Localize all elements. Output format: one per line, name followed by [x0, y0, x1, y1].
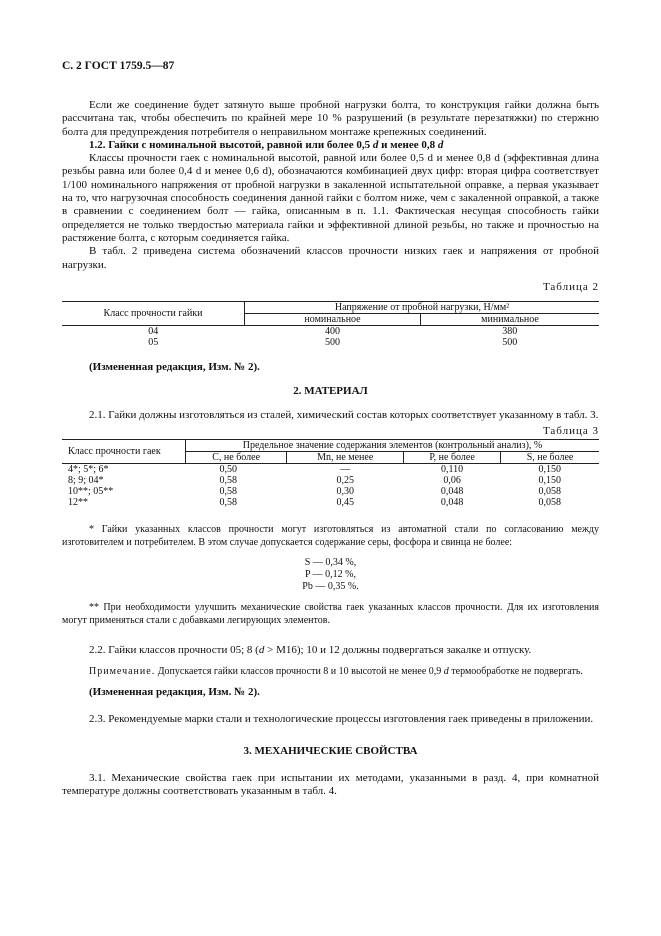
intro-paragraph: Если же соединение будет затянуто выше пробной нагрузки болта, то конструкция гайки должна быть рассчитана так, чтобы обеспечить по крайней мере 10 % разрушений (в результате перезатяжки) по стержню болта для предупреждения потребителя о неправильном монтаже крепежных соединений. [62, 99, 599, 138]
section-2-title: 2. МАТЕРИАЛ [293, 385, 368, 398]
paragraph-3-1: 3.1. Механические свойства гаек при испытании их методами, указанными в разд. 4, при комнатной температуре должны соответствовать указанным в табл. 4. [62, 772, 599, 798]
footnote-1: * Гайки указанных классов прочности могут изготовляться из автоматной стали по согласованию между изготовителем и потребителем. В этом случае допускается содержание серы, фосфора и свинца не более: [62, 524, 599, 548]
element-limits: S — 0,34 %, P — 0,12 %, Pb — 0,35 %. [302, 557, 359, 593]
table-2 [62, 301, 599, 348]
section-1-2-paragraph: Классы прочности гаек с номинальной высотой, равной или более 0,5 d и менее 0,8 d (эффективная длина резьбы равна или более 0,4 d и менее 0,6 d), обозначаются комбинацией двух цифр: вторая цифра соответствует 1/100 номинального напряжения от пробной нагрузки в закаленной испытательной оправке, а первая указывает на то, что нагрузочная способность соединения данной гайки с болтом ниже, чем с закаленной оправкой, а также в сравнении с соединением болт — гайка, описанным в п. 1.1. Фактическая несущая способность гайки определяется не только твердостью материала гайки и эффективной длиной резьбы, но также и прочностью на растяжение болта, с которым соединяется гайка. [62, 152, 599, 244]
table-3-header-c: С, не более [186, 452, 287, 464]
table-3 [62, 439, 599, 508]
paragraph-2-3: 2.3. Рекомендуемые марки стали и технологические процессы изготовления гаек приведены в приложении. [89, 713, 594, 726]
table-3-header-mn: Мn, не менее [287, 452, 404, 464]
footnote-2: ** При необходимости улучшить механические свойства гаек указанных классов прочности. Для их изготовления могут применяться стали с добавками легирующих элементов. [62, 602, 599, 626]
table-row: 05 500 500 [148, 337, 518, 349]
section-3-title: 3. МЕХАНИЧЕСКИЕ СВОЙСТВА [243, 744, 418, 757]
table-3-header-s: S, не более [501, 452, 599, 464]
document-page [62, 60, 599, 799]
revision-note-2: (Измененная редакция, Изм. № 2). [89, 686, 260, 699]
table-3-header-group: Предельное значение содержания элементов (контрольный анализ), % [186, 440, 600, 452]
table-2-header-group: Напряжение от пробной нагрузки, Н/мм² [245, 302, 599, 314]
table-row: 12** 0,58 0,45 0,048 0,058 [68, 497, 562, 509]
revision-note-1: (Измененная редакция, Изм. № 2). [89, 361, 260, 374]
table-row: 8; 9; 04* 0,58 0,25 0,06 0,150 [68, 475, 562, 487]
table-row: 4*; 5*; 6* 0,50 — 0,110 0,150 [68, 464, 562, 476]
table-3-header-class: Класс прочности гаек [62, 440, 186, 464]
table-2-header-nominal: номинальное [245, 314, 421, 326]
table-row: 10**; 05** 0,58 0,30 0,048 0,058 [68, 486, 562, 498]
table-2-intro: В табл. 2 приведена система обозначений классов прочности низких гаек и напряжения от пробной нагрузки. [62, 245, 599, 271]
table-2-caption: Таблица 2 [542, 280, 599, 293]
page-header: С. 2 ГОСТ 1759.5—87 [62, 60, 175, 72]
paragraph-2-1: 2.1. Гайки должны изготовляться из сталей, химический состав которых соответствует указанному в табл. 3. [89, 408, 599, 421]
table-2-header-minimal: минимальное [420, 314, 599, 326]
table-3-caption: Таблица 3 [542, 425, 599, 438]
table-2-header-class: Класс прочности гайки [62, 302, 245, 326]
note-paragraph: Примечание. Допускается гайки классов прочности 8 и 10 высотой не менее 0,9 d термообработке не подвергать. [89, 665, 583, 677]
table-row: 04 400 380 [148, 326, 518, 338]
paragraph-2-2: 2.2. Гайки классов прочности 05; 8 (d > М16); 10 и 12 должны подвергаться закалке и отпуску. [89, 644, 532, 657]
table-3-header-p: Р, не более [404, 452, 501, 464]
section-1-2-heading: 1.2. Гайки с номинальной высотой, равной или более 0,5 d и менее 0,8 d [89, 138, 444, 151]
